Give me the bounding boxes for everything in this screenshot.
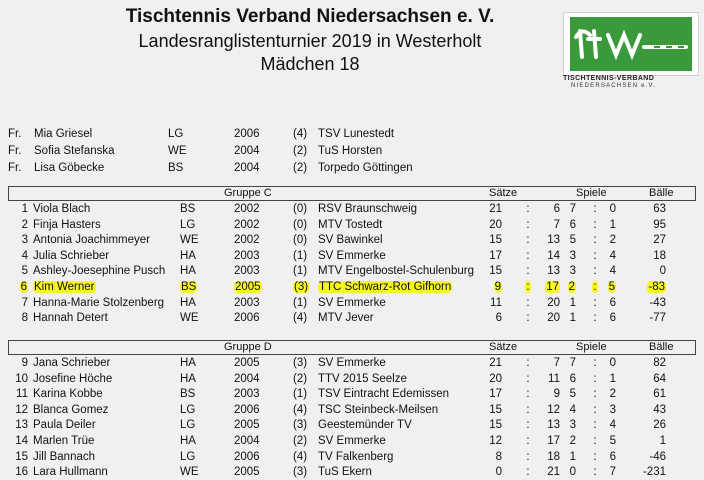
player-position xyxy=(10,280,28,295)
bye-row xyxy=(0,127,704,142)
player-name: Karina Kobbe xyxy=(33,388,103,401)
player-club: SV Emmerke xyxy=(318,435,386,447)
games-lost: 3 xyxy=(609,403,616,416)
games-separator: : xyxy=(593,357,597,369)
player-name: Blanca Gomez xyxy=(33,403,109,416)
sets-separator: : xyxy=(526,203,530,215)
games-won xyxy=(562,280,576,295)
group-c-title: Gruppe C xyxy=(224,187,272,199)
player-year: 2003 xyxy=(234,296,260,309)
sets-separator-highlight: : xyxy=(526,281,530,293)
player-name: Paula Deiler xyxy=(33,419,96,432)
ball-difference-highlight: -83 xyxy=(648,281,665,293)
player-club: TTV 2015 Seelze xyxy=(318,372,407,385)
table-row xyxy=(0,356,704,371)
games-separator: : xyxy=(593,372,597,385)
games-lost: 6 xyxy=(609,450,616,463)
bye-label: Fr. xyxy=(8,145,22,157)
sets-lost-highlight: 17 xyxy=(546,281,559,293)
games-separator: : xyxy=(593,450,597,463)
logo-lettering-icon xyxy=(570,17,692,71)
games-lost: 6 xyxy=(609,296,616,309)
player-region-highlight: BS xyxy=(181,281,197,293)
player-name: Mia Griesel xyxy=(34,128,93,140)
sets-lost: 20 xyxy=(547,296,560,309)
sets-lost: 11 xyxy=(548,372,560,385)
games-separator: : xyxy=(593,249,597,262)
sets-won: 20 xyxy=(489,372,502,385)
sets-separator: : xyxy=(526,419,530,432)
games-separator: : xyxy=(593,296,597,309)
player-position: 14 xyxy=(15,435,28,447)
games-lost: 2 xyxy=(609,388,616,401)
player-region: LG xyxy=(180,403,196,416)
sets-won: 15 xyxy=(489,403,502,416)
player-rank: (1) xyxy=(293,388,308,401)
sets-won: 15 xyxy=(489,265,502,278)
games-lost: 0 xyxy=(609,203,616,215)
player-region: HA xyxy=(180,435,196,447)
sets-won: 11 xyxy=(490,296,502,309)
sets-won: 20 xyxy=(489,218,502,231)
ball-difference: -231 xyxy=(642,466,666,479)
player-rank: (1) xyxy=(293,265,308,278)
sets-won: 21 xyxy=(489,357,502,369)
player-rank: (2) xyxy=(293,145,308,157)
player-position-highlight: 6 xyxy=(20,281,27,293)
sets-lost: 13 xyxy=(547,234,560,247)
player-name: Hannah Detert xyxy=(33,312,108,325)
player-club: SV Emmerke xyxy=(318,357,386,369)
player-year-highlight: 2005 xyxy=(235,281,261,293)
games-separator xyxy=(590,280,600,295)
player-club: Geestemünder TV xyxy=(318,419,412,432)
player-region: BS xyxy=(180,203,196,215)
games-lost-highlight: 5 xyxy=(608,281,615,293)
games-lost: 5 xyxy=(609,435,616,447)
player-club: TuS Horsten xyxy=(318,145,383,157)
player-name: Josefine Höche xyxy=(33,372,113,385)
bye-label: Fr. xyxy=(8,128,22,140)
table-row xyxy=(0,311,704,326)
player-club: TSV Eintracht Edemissen xyxy=(318,388,450,401)
player-rank: (1) xyxy=(293,249,308,262)
player-club: TV Falkenberg xyxy=(318,450,394,463)
sets-separator: : xyxy=(526,466,530,479)
logo-text-line2: NIEDERSACHSEN e.V. xyxy=(571,83,657,89)
player-year: 2003 xyxy=(234,388,260,401)
player-year: 2004 xyxy=(234,145,260,157)
player-region: WE xyxy=(180,466,199,479)
games-won-highlight: 2 xyxy=(568,281,575,293)
ball-difference: 64 xyxy=(653,372,666,385)
group-d-title: Gruppe D xyxy=(224,341,272,353)
ball-difference: 0 xyxy=(659,265,666,278)
games-lost: 4 xyxy=(609,419,616,432)
player-position: 5 xyxy=(21,265,28,278)
player-year: 2006 xyxy=(234,128,260,140)
player-rank: (4) xyxy=(293,450,308,463)
player-year: 2006 xyxy=(234,403,260,416)
games-won: 5 xyxy=(569,388,576,401)
table-row xyxy=(0,403,704,418)
player-region: LG xyxy=(168,128,184,140)
games-separator: : xyxy=(593,388,597,401)
player-year: 2005 xyxy=(234,466,260,479)
sets-won xyxy=(480,280,502,295)
games-won: 3 xyxy=(569,249,576,262)
player-name: Ashley-Joesephine Pusch xyxy=(33,265,166,278)
sets-won: 17 xyxy=(489,249,502,262)
ball-difference: 1 xyxy=(659,435,666,447)
sets-won: 12 xyxy=(489,435,502,447)
games-separator: : xyxy=(593,312,597,325)
sets-separator: : xyxy=(526,435,530,447)
bye-row xyxy=(0,161,704,176)
logo-emblem xyxy=(570,17,692,71)
sets-separator: : xyxy=(526,312,530,325)
player-region: LG xyxy=(180,450,196,463)
table-row xyxy=(0,249,704,264)
group-c-header xyxy=(8,186,696,201)
player-rank: (0) xyxy=(293,218,308,231)
table-row xyxy=(0,450,704,465)
sets-won: 6 xyxy=(495,312,502,325)
sets-separator xyxy=(523,280,533,295)
group-c-col-saetze: Sätze xyxy=(489,187,518,199)
games-won: 7 xyxy=(569,203,576,215)
sets-separator: : xyxy=(526,265,530,278)
player-position: 9 xyxy=(21,357,28,369)
table-row xyxy=(0,202,704,217)
group-c-col-baelle: Bälle xyxy=(649,187,674,199)
player-position: 1 xyxy=(21,203,28,215)
sets-won: 17 xyxy=(489,388,502,401)
player-position: 15 xyxy=(15,450,28,463)
player-position: 13 xyxy=(15,419,28,432)
player-region: WE xyxy=(180,234,199,247)
games-lost: 1 xyxy=(609,372,616,385)
player-rank: (4) xyxy=(293,128,308,140)
sets-separator: : xyxy=(526,357,530,369)
player-club-highlight: TTC Schwarz-Rot Gifhorn xyxy=(319,281,452,293)
table-row xyxy=(0,218,704,233)
player-region: HA xyxy=(180,372,196,385)
player-year xyxy=(234,280,262,295)
sets-won: 15 xyxy=(489,234,502,247)
sets-won: 8 xyxy=(495,450,502,463)
logo-frame xyxy=(563,12,699,76)
player-position: 4 xyxy=(21,249,28,262)
ball-difference: -77 xyxy=(649,312,666,325)
sets-lost: 6 xyxy=(553,203,560,215)
player-region: HA xyxy=(180,249,196,262)
games-lost: 2 xyxy=(609,234,616,247)
games-won: 1 xyxy=(569,296,576,309)
player-rank: (2) xyxy=(293,435,308,447)
player-rank xyxy=(293,280,309,295)
games-won: 7 xyxy=(569,357,576,369)
sets-lost: 13 xyxy=(547,419,560,432)
page-subtitle: Landesranglistenturnier 2019 in Westerholt xyxy=(138,31,482,51)
player-club xyxy=(318,280,452,295)
table-row xyxy=(0,387,704,402)
sets-separator: : xyxy=(526,218,530,231)
ball-difference: 27 xyxy=(653,234,666,247)
games-separator-highlight: : xyxy=(593,281,597,293)
sets-won-highlight: 9 xyxy=(494,281,501,293)
sets-separator: : xyxy=(526,403,530,416)
player-region: HA xyxy=(180,296,196,309)
group-d-header xyxy=(8,340,696,355)
table-row xyxy=(0,418,704,433)
logo-text-line1: TISCHTENNIS-VERBAND xyxy=(563,75,655,82)
sets-won: 15 xyxy=(489,419,502,432)
games-won: 1 xyxy=(569,312,576,325)
sets-lost: 21 xyxy=(547,466,560,479)
table-row xyxy=(0,280,704,295)
player-position: 7 xyxy=(21,296,28,309)
player-rank: (3) xyxy=(293,466,308,479)
association-logo xyxy=(563,12,697,88)
player-name: Marlen Trüe xyxy=(33,435,95,447)
player-club: RSV Braunschweig xyxy=(318,203,418,215)
player-rank-highlight: (3) xyxy=(294,281,309,293)
games-lost: 1 xyxy=(609,218,616,231)
games-lost: 4 xyxy=(609,249,616,262)
sets-separator: : xyxy=(526,372,530,385)
page-title: Tischtennis Verband Niedersachsen e. V. xyxy=(125,6,495,27)
player-name: Lisa Göbecke xyxy=(34,162,105,174)
player-position: 11 xyxy=(16,388,28,401)
sets-won: 0 xyxy=(495,466,502,479)
group-d-col-saetze: Sätze xyxy=(489,341,518,353)
player-rank: (4) xyxy=(293,312,308,325)
sets-lost: 20 xyxy=(547,312,560,325)
player-name-highlight: Kim Werner xyxy=(34,281,95,293)
player-rank: (3) xyxy=(293,357,308,369)
player-year: 2004 xyxy=(234,372,260,385)
player-year: 2002 xyxy=(234,218,260,231)
player-region: HA xyxy=(180,265,196,278)
player-year: 2006 xyxy=(234,312,260,325)
player-region: HA xyxy=(180,357,196,369)
games-won: 2 xyxy=(569,435,576,447)
games-won: 6 xyxy=(569,218,576,231)
player-year: 2002 xyxy=(234,203,260,215)
player-rank: (1) xyxy=(293,296,308,309)
games-separator: : xyxy=(593,419,597,432)
player-club: SV Emmerke xyxy=(318,296,386,309)
games-won: 4 xyxy=(569,403,576,416)
player-position: 8 xyxy=(21,312,28,325)
table-row xyxy=(0,372,704,387)
games-lost xyxy=(600,280,616,295)
sets-lost: 9 xyxy=(553,388,560,401)
sets-lost: 18 xyxy=(547,450,560,463)
player-rank: (0) xyxy=(293,234,308,247)
games-separator: : xyxy=(593,234,597,247)
player-name xyxy=(33,280,96,295)
player-position: 3 xyxy=(21,234,28,247)
player-year: 2003 xyxy=(234,249,260,262)
player-club: TSV Lunestedt xyxy=(318,128,395,140)
player-name: Jill Bannach xyxy=(33,450,96,463)
sets-lost: 13 xyxy=(547,265,560,278)
player-club: MTV Tostedt xyxy=(318,218,383,231)
games-lost: 0 xyxy=(609,357,616,369)
player-year: 2004 xyxy=(234,162,260,174)
sets-lost: 17 xyxy=(547,435,560,447)
games-lost: 4 xyxy=(609,265,616,278)
category-title: Mädchen 18 xyxy=(260,54,360,74)
games-won: 0 xyxy=(569,466,576,479)
player-rank: (0) xyxy=(293,203,308,215)
player-rank: (2) xyxy=(293,372,308,385)
sets-separator: : xyxy=(526,388,530,401)
ball-difference: 61 xyxy=(653,388,666,401)
player-club: MTV Engelbostel-Schulenburg xyxy=(318,265,474,278)
table-row xyxy=(0,264,704,279)
sets-lost: 7 xyxy=(553,357,560,369)
bye-row xyxy=(0,144,704,159)
player-position: 10 xyxy=(15,372,28,385)
player-region: BS xyxy=(168,162,184,174)
player-year: 2002 xyxy=(234,234,260,247)
ball-difference xyxy=(630,280,666,295)
ball-difference: 18 xyxy=(653,249,666,262)
ball-difference: 43 xyxy=(653,403,666,416)
player-name: Finja Hasters xyxy=(33,218,101,231)
player-year: 2005 xyxy=(234,419,260,432)
sets-separator: : xyxy=(526,234,530,247)
games-separator: : xyxy=(593,435,597,447)
ball-difference: 82 xyxy=(653,357,666,369)
table-row xyxy=(0,233,704,248)
player-name: Jana Schrieber xyxy=(33,357,111,369)
player-region: BS xyxy=(180,388,196,401)
player-name: Lara Hullmann xyxy=(33,466,108,479)
player-year: 2003 xyxy=(234,265,260,278)
player-region: WE xyxy=(168,145,187,157)
player-year: 2005 xyxy=(234,357,260,369)
games-lost: 7 xyxy=(609,466,616,479)
games-separator: : xyxy=(593,218,597,231)
player-club: TSC Steinbeck-Meilsen xyxy=(318,403,439,416)
player-club: Torpedo Göttingen xyxy=(318,162,413,174)
games-won: 1 xyxy=(569,450,576,463)
sets-separator: : xyxy=(526,296,530,309)
games-separator: : xyxy=(593,265,597,278)
bye-label: Fr. xyxy=(8,162,22,174)
player-name: Julia Schrieber xyxy=(33,249,110,262)
games-won: 6 xyxy=(569,372,576,385)
games-won: 5 xyxy=(569,234,576,247)
sets-lost xyxy=(540,280,560,295)
player-name: Hanna-Marie Stolzenberg xyxy=(33,296,165,309)
group-d-col-baelle: Bälle xyxy=(649,341,674,353)
player-year: 2004 xyxy=(234,435,260,447)
player-name: Sofia Stefanska xyxy=(34,145,115,157)
sets-lost: 12 xyxy=(547,403,560,416)
sets-lost: 7 xyxy=(553,218,560,231)
sets-separator: : xyxy=(526,249,530,262)
player-region: LG xyxy=(180,419,196,432)
games-won: 3 xyxy=(569,265,576,278)
games-separator: : xyxy=(593,403,597,416)
ball-difference: 95 xyxy=(653,218,666,231)
group-d-col-spiele: Spiele xyxy=(576,341,607,353)
player-club: TuS Ekern xyxy=(318,466,372,479)
group-c-col-spiele: Spiele xyxy=(576,187,607,199)
player-rank: (3) xyxy=(293,419,308,432)
games-won: 3 xyxy=(569,419,576,432)
sets-won: 21 xyxy=(489,203,502,215)
table-row xyxy=(0,296,704,311)
player-club: SV Emmerke xyxy=(318,249,386,262)
player-year: 2006 xyxy=(234,450,260,463)
sets-lost: 14 xyxy=(547,249,560,262)
games-separator: : xyxy=(593,466,597,479)
player-region: LG xyxy=(180,218,196,231)
player-club: SV Bawinkel xyxy=(318,234,383,247)
ball-difference: 63 xyxy=(653,203,666,215)
table-row xyxy=(0,465,704,480)
player-region xyxy=(180,280,197,295)
ball-difference: 26 xyxy=(653,419,666,432)
player-rank: (4) xyxy=(293,403,308,416)
table-row xyxy=(0,434,704,449)
player-position: 12 xyxy=(15,403,28,416)
player-position: 2 xyxy=(21,218,28,231)
ball-difference: -43 xyxy=(649,296,666,309)
player-name: Viola Blach xyxy=(33,203,91,215)
player-rank: (2) xyxy=(293,162,308,174)
player-region: WE xyxy=(180,312,199,325)
player-position: 16 xyxy=(15,466,28,479)
games-lost: 6 xyxy=(609,312,616,325)
games-separator: : xyxy=(593,203,597,215)
sets-separator: : xyxy=(526,450,530,463)
player-club: MTV Jever xyxy=(318,312,374,325)
ball-difference: -46 xyxy=(649,450,666,463)
player-name: Antonia Joachimmeyer xyxy=(33,234,150,247)
